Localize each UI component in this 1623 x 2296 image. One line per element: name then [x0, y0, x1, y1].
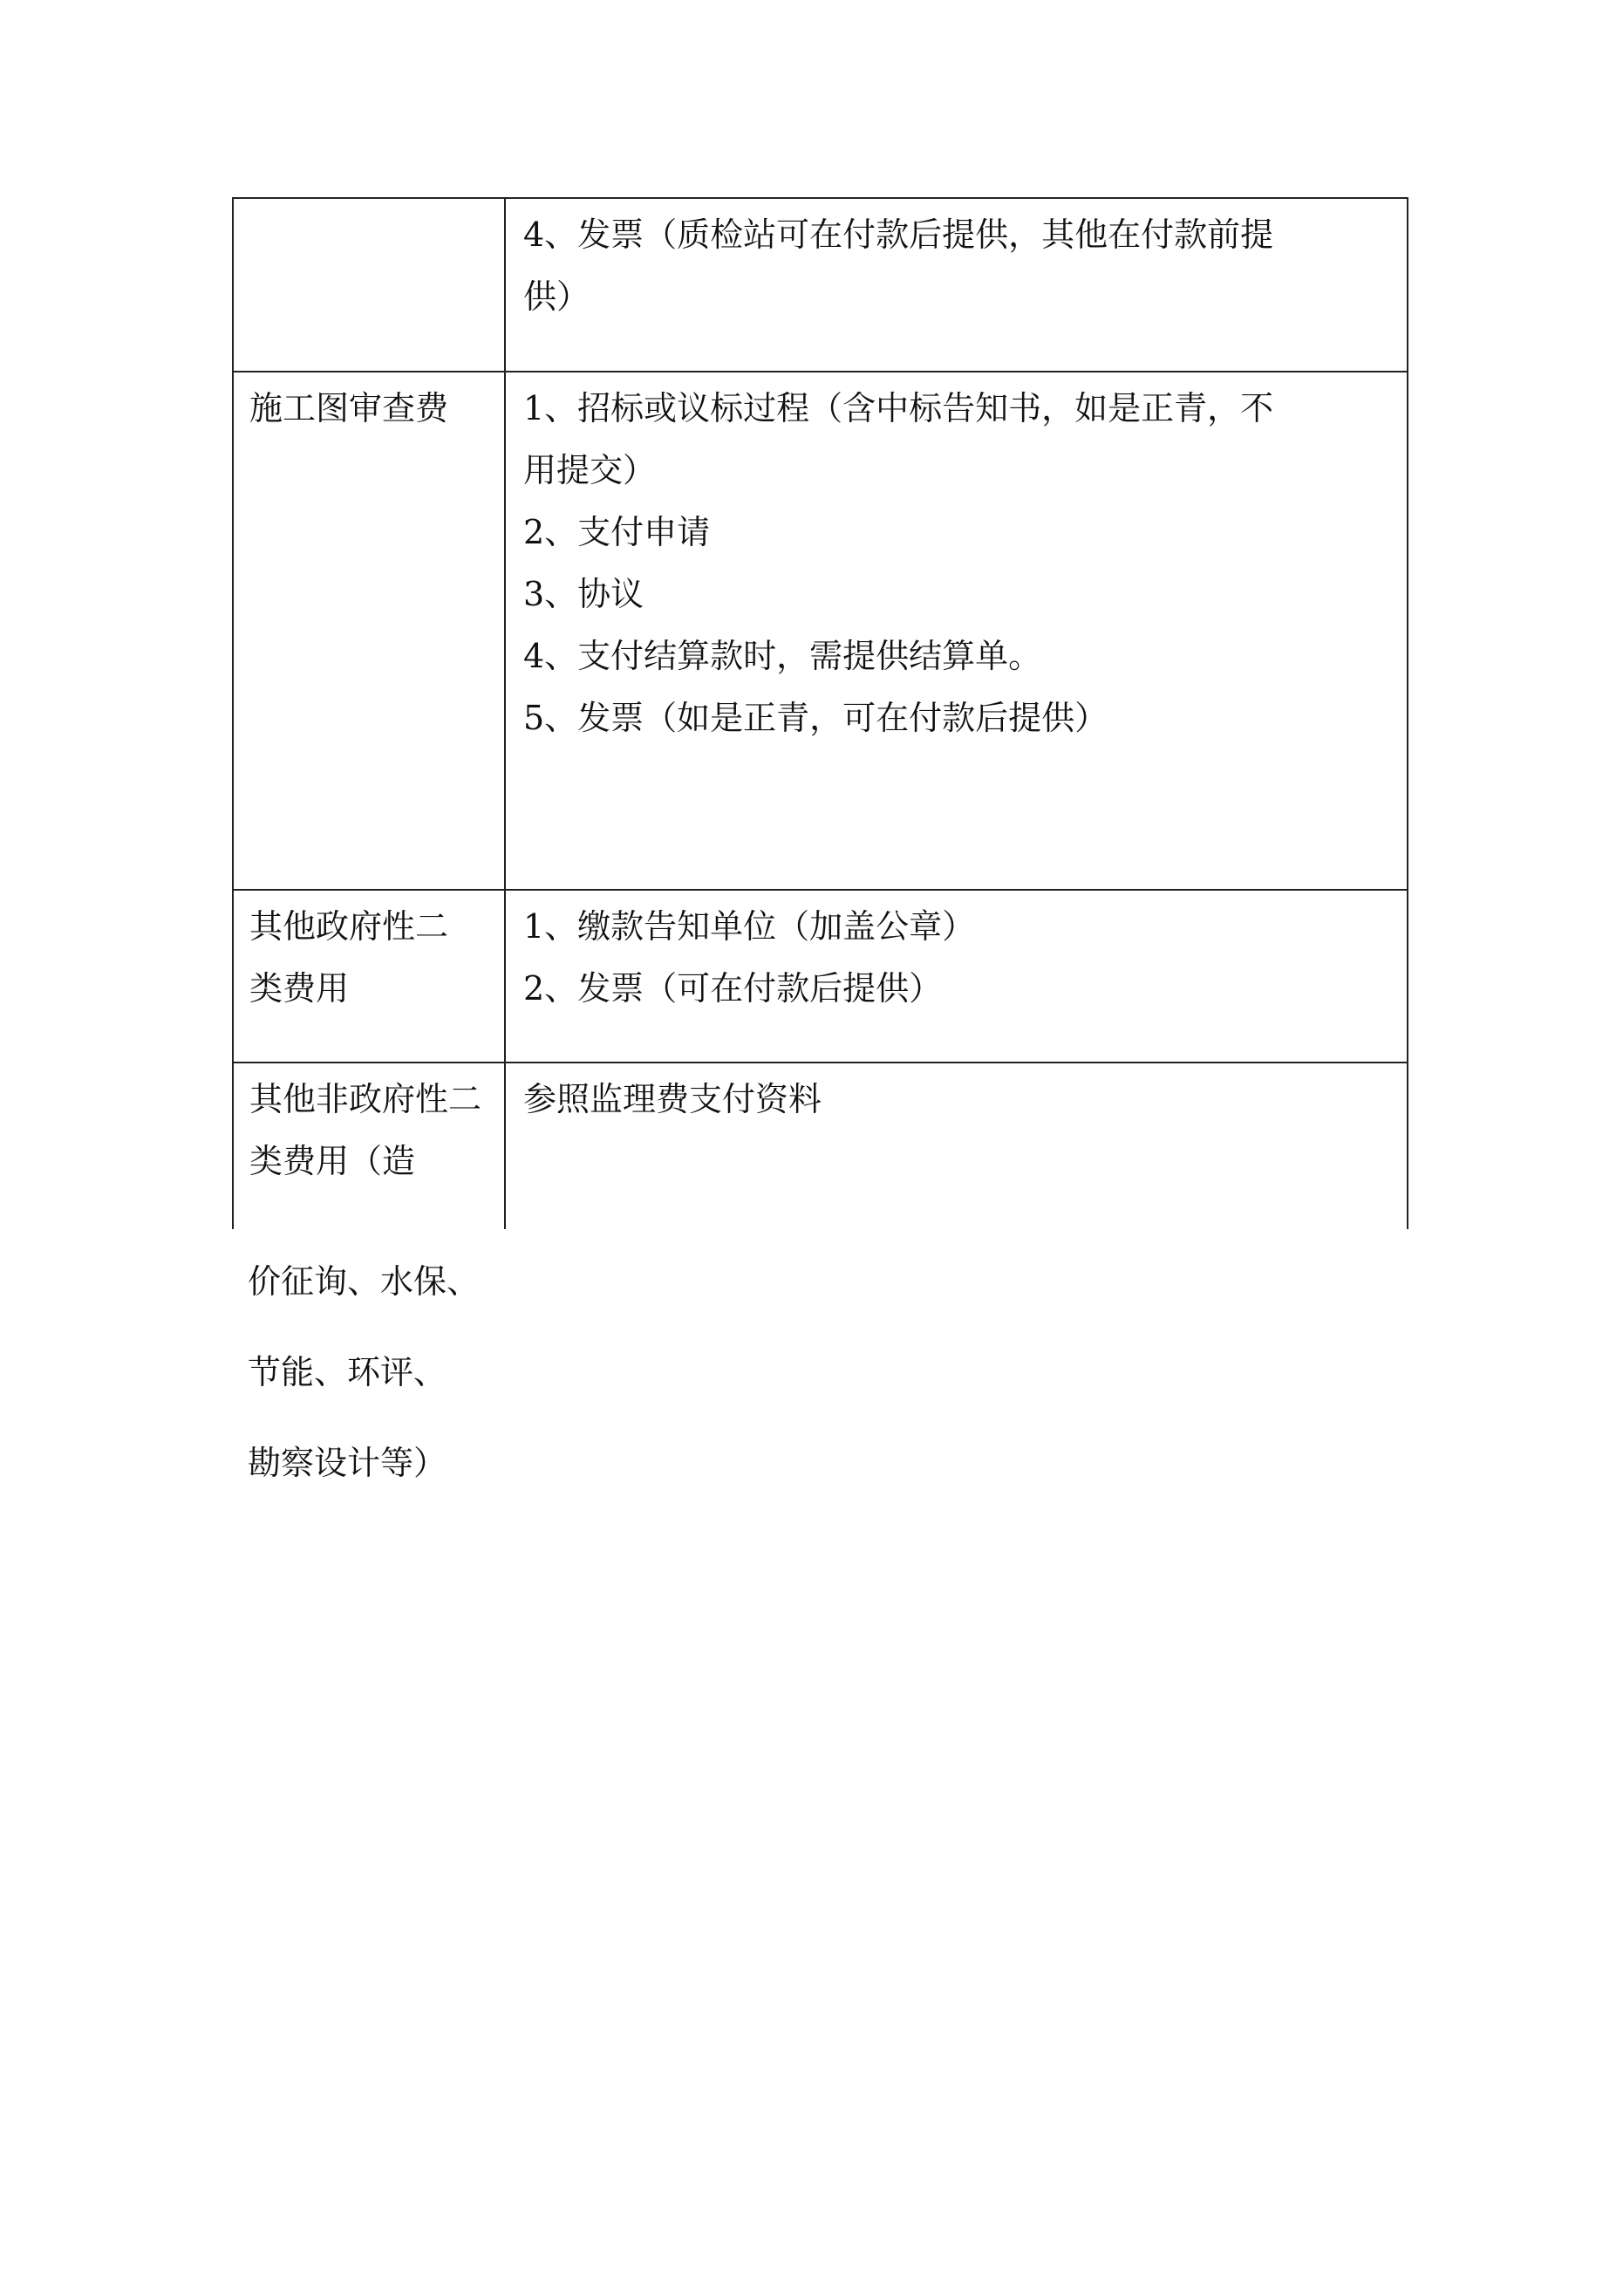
document-table: [232, 197, 1408, 1229]
requirement-line: 用提交）: [523, 451, 657, 489]
category-label: 节能、环评、: [248, 1353, 447, 1391]
category-label: 其他非政府性二: [249, 1080, 482, 1118]
requirements-cell: [506, 1063, 1407, 1229]
requirement-line: 1、招标或议标过程（含中标告知书，如是正青，不: [523, 389, 1274, 427]
requirement-line: 2、支付申请: [523, 513, 711, 551]
requirement-line: 参照监理费支付资料: [523, 1080, 822, 1118]
requirements-cell: [506, 891, 1407, 1062]
category-label: 类费用（造: [249, 1142, 416, 1180]
category-label: 其他政府性二: [249, 907, 449, 946]
requirement-line: 4、发票（质检站可在付款后提供，其他在付款前提: [523, 215, 1274, 254]
table-row: [232, 889, 1408, 1062]
requirement-line: 4、支付结算款时，需提供结算单。: [523, 637, 1042, 675]
category-label: 勘察设计等）: [248, 1444, 447, 1482]
requirements-cell: [506, 372, 1407, 889]
requirement-line: 1、缴款告知单位（加盖公章）: [523, 907, 976, 946]
table-row: [232, 197, 1408, 371]
category-label: 价征询、水保、: [248, 1262, 481, 1301]
category-label: 施工图审查费: [249, 389, 449, 427]
category-label: 类费用: [249, 969, 350, 1008]
requirement-line: 3、协议: [523, 575, 644, 613]
table-row: [232, 371, 1408, 889]
requirement-line: 5、发票（如是正青，可在付款后提供）: [523, 699, 1108, 737]
requirement-line: 2、发票（可在付款后提供）: [523, 969, 943, 1008]
category-cell: [234, 1063, 506, 1229]
table-row: [232, 1062, 1408, 1229]
requirements-cell: [506, 199, 1407, 371]
category-cell: [234, 199, 506, 371]
category-cell: [234, 891, 506, 1062]
category-cell: [234, 372, 506, 889]
category-overflow-text: [248, 1236, 480, 1508]
requirement-line: 供）: [523, 277, 590, 316]
